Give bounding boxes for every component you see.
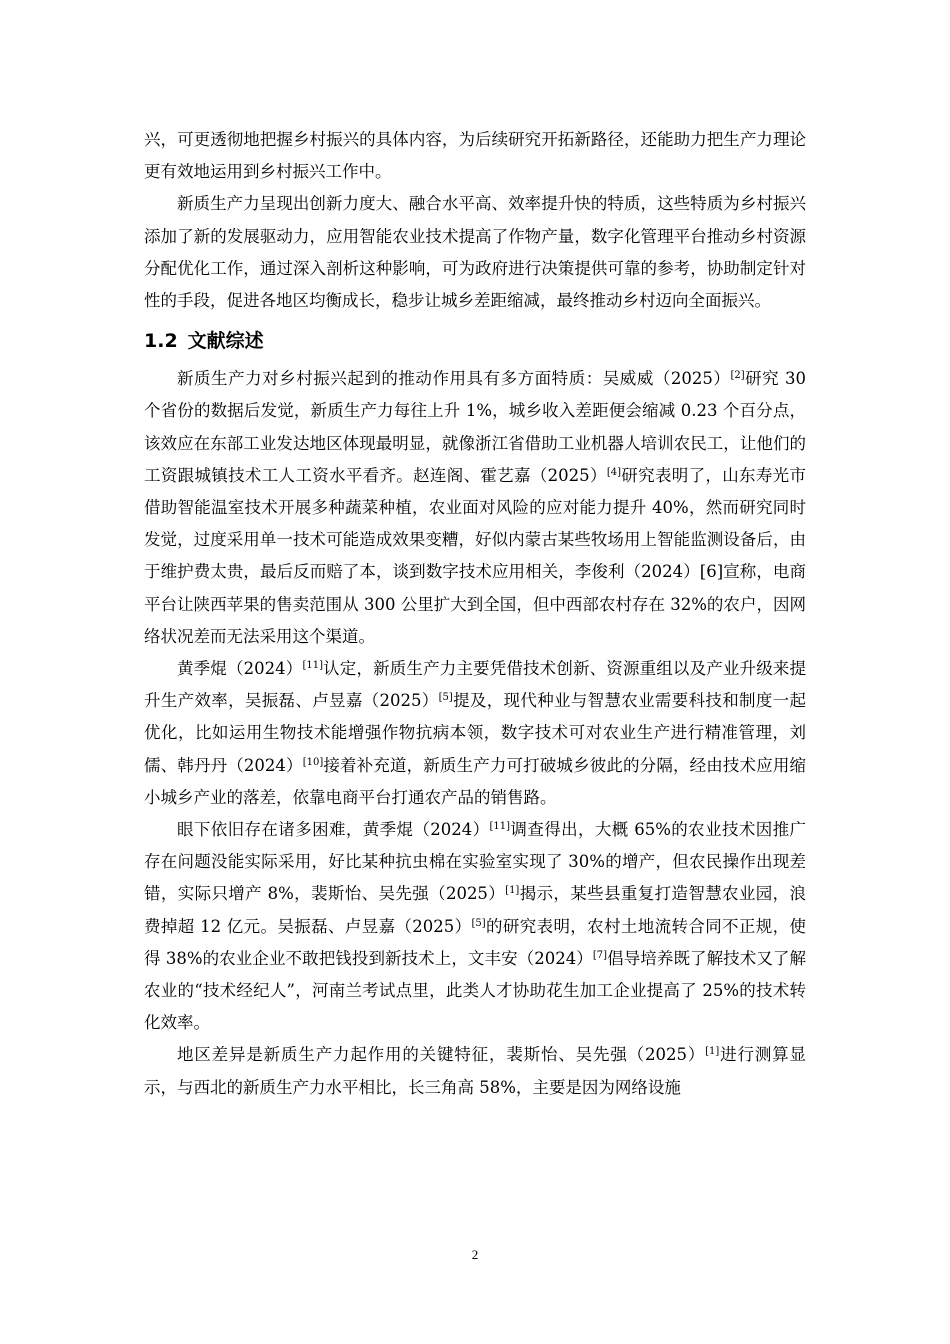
paragraph-text: 兴，可更透彻地把握乡村振兴的具体内容，为后续研究开拓新路径，还能助力把生产力理论更有效地运用到乡村振兴工作中。 (144, 130, 806, 182)
paragraph (144, 363, 806, 653)
paragraph (144, 1039, 806, 1103)
paragraph-text: 研究表明了，山东寿光市借助智能温室技术开展多种蔬菜种植，农业面对风险的应对能力提升 40%，然而研究同时发觉，过度采用单一技术可能造成效果变糟，好似内蒙古某些牧场用上智能监测设备后，由于维护费太贵，最后反而赔了本，谈到数字技术应用相关，李俊利（2024）[6]宣称，电商平台让陕西苹果的售卖范围从 300 公里扩大到全国，但中西部农村存在 32%的农户，因网络状况差而无法采用这个渠道。 (144, 465, 807, 646)
paragraph-text: 调查得出，大概 65%的农业技术因推广存在问题没能实际采用，好比某种抗虫棉在实验室实现了 30%的增产，但农民操作出现差错，实际只增产 8%，裴斯怡、吴先强（2025） (144, 820, 806, 904)
section-body (144, 363, 806, 1104)
paragraph (144, 188, 806, 317)
paragraph-text: 倡导培养既了解技术又了解农业的“技术经纪人”，河南兰考试点里，此类人才协助花生加工企业提高了 25%的技术转化效率。 (144, 948, 806, 1033)
citation-marker: [1] (505, 885, 520, 897)
citation-marker: [2] (730, 370, 745, 382)
citation-marker: [11] (302, 660, 323, 672)
citation-marker: [5] (438, 692, 453, 704)
paragraph-text: 黄季焜（2024） (177, 659, 303, 679)
citation-marker: [5] (471, 917, 486, 929)
citation-marker: [11] (489, 821, 511, 833)
paragraph-text: 的研究表明，农村土地流转合同不正规，使得 38%的农业企业不敢把钱投到新技术上，文丰安（2024） (144, 916, 806, 968)
paragraph-text: 进行测算显示，与西北的新质生产力水平相比，长三角高 58%，主要是因为网络设施 (144, 1045, 806, 1097)
citation-marker: [10] (302, 756, 324, 768)
paragraph-text: 接着补充道，新质生产力可打破城乡彼此的分隔，经由技术应用缩小城乡产业的落差，依靠电商平台打通农产品的销售路。 (144, 755, 807, 807)
section-title: 文献综述 (187, 330, 264, 353)
paragraph-text: 地区差异是新质生产力起作用的关键特征，裴斯怡、吴先强（2025） (177, 1045, 706, 1065)
intro-paragraphs (144, 124, 806, 317)
citation-marker: [1] (705, 1046, 720, 1058)
page-number: 2 (471, 1247, 479, 1262)
citation-marker: [4] (606, 466, 621, 478)
paragraph-text: 研究 30 个省份的数据后发觉，新质生产力每往上升 1%，城乡收入差距便会缩减 0.23 个百分点，该效应在东部工业发达地区体现最明显，就像浙江省借助工业机器人培训农民工，让他们的工资跟城镇技术工人工资水平看齐。赵连阁、霍艺嘉（2025） (144, 369, 806, 485)
section-number: 1.2 (144, 330, 178, 353)
paragraph (144, 814, 806, 1039)
paragraph-text: 眼下依旧存在诸多困难，黄季焜（2024） (177, 820, 490, 840)
citation-marker: [7] (592, 949, 608, 961)
section-heading (144, 326, 806, 356)
paragraph-text: 揭示，某些县重复打造智慧农业园，浪费掉超 12 亿元。吴振磊、卢昱嘉（2025） (144, 884, 807, 936)
paragraph (144, 124, 806, 188)
paragraph-text: 新质生产力呈现出创新力度大、融合水平高、效率提升快的特质，这些特质为乡村振兴添加了新的发展驱动力，应用智能农业技术提高了作物产量，数字化管理平台推动乡村资源分配优化工作，通过深入剖析这种影响，可为政府进行决策提供可靠的参考，协助制定针对性的手段，促进各地区均衡成长，稳步让城乡差距缩减，最终推动乡村迈向全面振兴。 (144, 194, 806, 311)
paragraph-text: 新质生产力对乡村振兴起到的推动作用具有多方面特质：吴威威（2025） (177, 369, 731, 389)
paragraph-text: 提及，现代种业与智慧农业需要科技和制度一起优化，比如运用生物技术能增强作物抗病本领，数字技术可对农业生产进行精准管理，刘儒、韩丹丹（2024） (144, 691, 806, 775)
document-page (144, 124, 806, 1104)
paragraph (144, 653, 806, 814)
paragraph-text: 认定，新质生产力主要凭借技术创新、资源重组以及产业升级来提升生产效率，吴振磊、卢昱嘉（2025） (144, 659, 806, 711)
